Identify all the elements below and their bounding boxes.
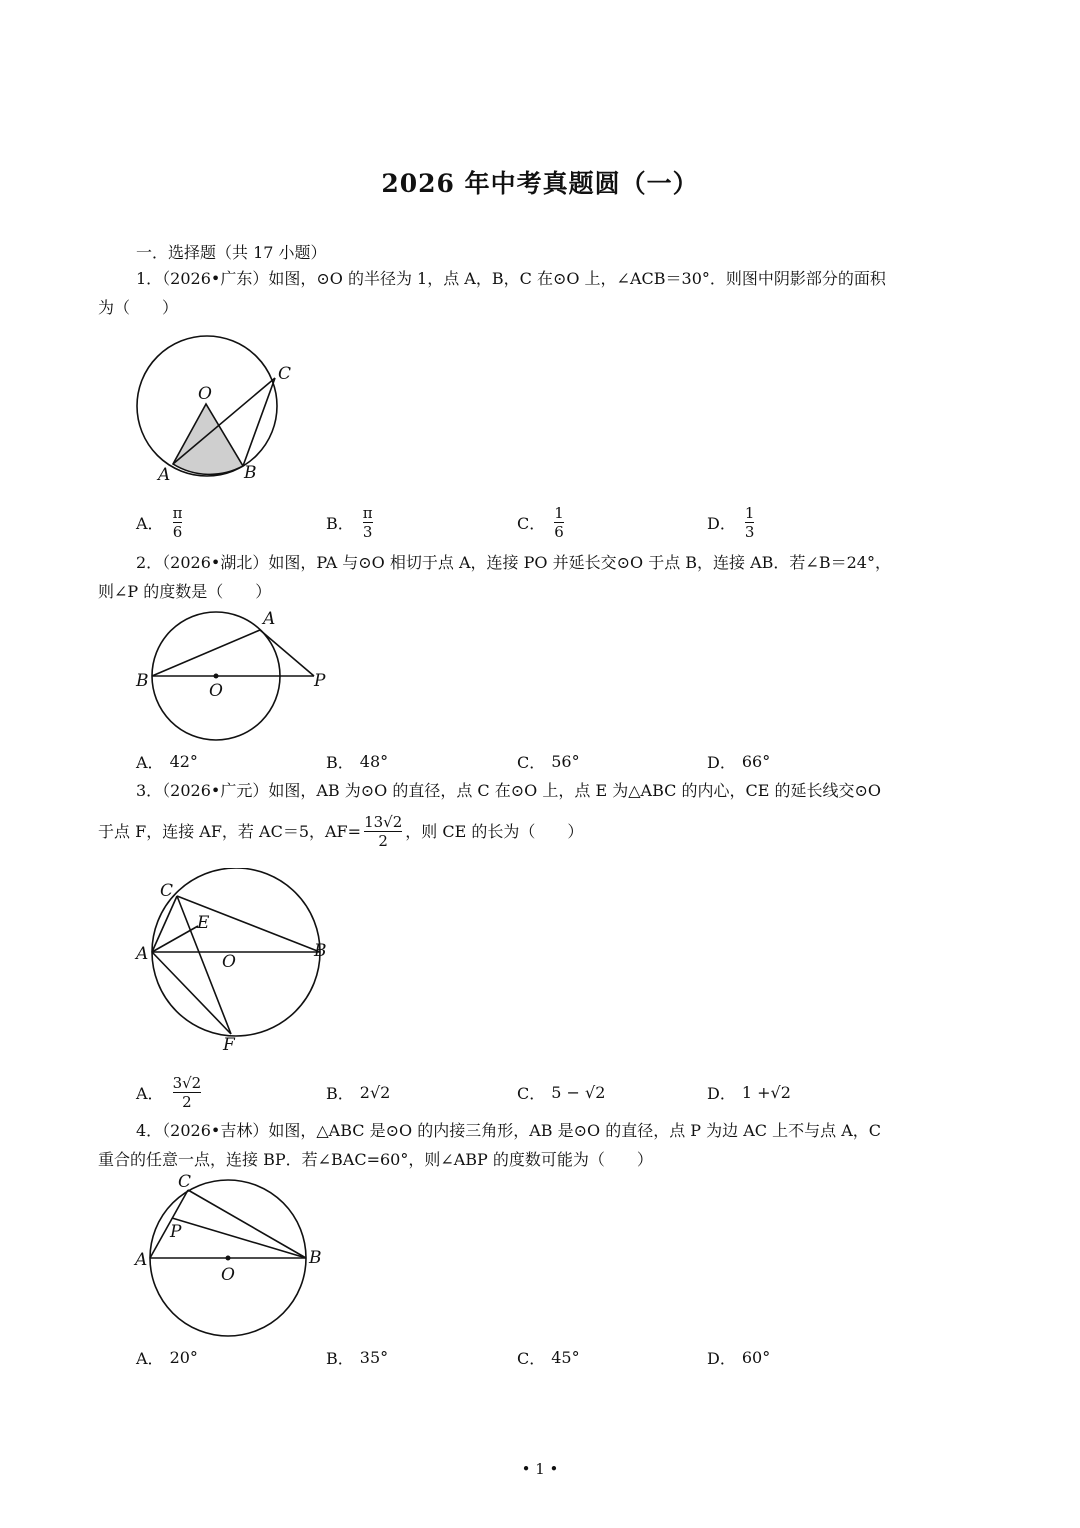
segment-cb	[188, 1190, 306, 1258]
option-label: C．	[517, 1348, 546, 1368]
option-d[interactable]	[707, 1068, 791, 1116]
question-2-options	[136, 746, 896, 776]
segment-ac	[150, 1190, 188, 1258]
question-3-text-line2	[98, 813, 988, 850]
question-4-options	[136, 1342, 896, 1372]
option-c[interactable]	[517, 746, 580, 776]
option-label: D．	[707, 1348, 736, 1368]
segment-pb	[172, 1218, 306, 1258]
option-a[interactable]	[136, 1068, 204, 1116]
label-o: O	[209, 681, 223, 701]
section-heading: 一．选择题（共 17 小题）	[136, 243, 327, 262]
option-b[interactable]	[326, 497, 376, 547]
option-b[interactable]	[326, 1342, 388, 1372]
label-p: P	[314, 671, 326, 691]
question-1	[98, 264, 988, 322]
label-o: O	[198, 384, 212, 404]
denominator: 3	[744, 522, 755, 541]
segment-ap	[260, 630, 314, 676]
question-1-options	[136, 497, 896, 547]
label-b: B	[314, 941, 327, 961]
question-2-figure	[130, 606, 340, 742]
option-value: 48°	[359, 751, 389, 771]
option-value: 56°	[551, 751, 580, 771]
numerator: π	[172, 503, 183, 522]
question-2-text-line2: 则∠P 的度数是（ ）	[98, 582, 272, 601]
numerator: 13√2	[364, 813, 403, 831]
fraction	[173, 504, 183, 541]
denominator: 2	[378, 832, 388, 850]
numerator: 1	[554, 503, 564, 522]
option-c[interactable]	[517, 1342, 580, 1372]
label-a: A	[158, 465, 171, 485]
option-label: C．	[517, 752, 546, 772]
option-value: 35°	[359, 1347, 389, 1367]
numerator: 3√2	[172, 1073, 202, 1092]
label-b: B	[136, 671, 149, 691]
label-a: A	[136, 944, 149, 964]
question-4-text-line1: 4．（2026•吉林）如图，△ABC 是⊙O 的内接三角形，AB 是⊙O 的直径，点 P 为边 AC 上不与点 A，C	[136, 1121, 881, 1140]
option-label: A．	[136, 752, 164, 772]
option-label: D．	[707, 513, 736, 533]
option-value: 2√2	[359, 1082, 391, 1102]
label-o: O	[222, 952, 236, 972]
option-label: A．	[136, 1083, 164, 1103]
page-title: 2026 年中考真题圆（一）	[381, 169, 699, 198]
option-label: B．	[326, 513, 354, 533]
af-fraction	[364, 813, 402, 850]
option-value: 20°	[169, 1347, 198, 1367]
segment-af	[152, 952, 231, 1034]
option-c[interactable]	[517, 1068, 605, 1116]
question-4	[98, 1116, 988, 1174]
option-d[interactable]	[707, 746, 770, 776]
label-e: E	[197, 913, 210, 933]
label-o: O	[221, 1265, 235, 1285]
option-d[interactable]	[707, 1342, 770, 1372]
question-4-figure	[130, 1170, 340, 1342]
option-b[interactable]	[326, 1068, 390, 1116]
label-b: B	[309, 1248, 322, 1268]
fraction	[173, 1074, 202, 1111]
segment-ab	[152, 630, 260, 676]
option-a[interactable]	[136, 746, 198, 776]
label-p: P	[170, 1222, 182, 1242]
numerator: π	[362, 503, 373, 522]
option-label: D．	[707, 1083, 736, 1103]
center-point	[226, 1256, 231, 1261]
center-point	[214, 674, 219, 679]
option-value: 42°	[169, 751, 198, 771]
question-3-options	[136, 1068, 896, 1116]
question-3-text-part-a: 于点 F，连接 AF，若 AC＝5，AF=	[98, 822, 362, 841]
label-a: A	[135, 1250, 148, 1270]
option-label: B．	[326, 752, 354, 772]
question-1-figure	[130, 328, 300, 488]
question-3-figure	[130, 868, 340, 1058]
option-c[interactable]	[517, 497, 567, 547]
option-value: 1 +√2	[741, 1082, 791, 1102]
question-2-text-line1: 2．（2026•湖北）如图，PA 与⊙O 相切于点 A，连接 PO 并延长交⊙O 于点 B，连接 AB．若∠B＝24°，	[136, 553, 891, 572]
page-number: • 1 •	[521, 1460, 559, 1478]
question-4-text-line2: 重合的任意一点，连接 BP．若∠BAC=60°，则∠ABP 的度数可能为（ ）	[98, 1150, 653, 1169]
option-label: B．	[326, 1083, 354, 1103]
label-b: B	[244, 463, 257, 483]
question-1-text-line1: 1．（2026•广东）如图，⊙O 的半径为 1，点 A，B，C 在⊙O 上，∠ACB＝30°．则图中阴影部分的面积	[136, 269, 886, 288]
question-2	[98, 548, 988, 606]
label-f: F	[223, 1035, 235, 1055]
option-label: B．	[326, 1348, 354, 1368]
option-value: 66°	[741, 751, 771, 771]
option-a[interactable]	[136, 1342, 198, 1372]
option-label: A．	[136, 1348, 164, 1368]
numerator: 1	[744, 503, 755, 522]
denominator: 6	[554, 522, 564, 541]
denominator: 2	[182, 1092, 192, 1111]
denominator: 3	[362, 522, 373, 541]
option-a[interactable]	[136, 497, 185, 547]
option-label: D．	[707, 752, 736, 772]
option-value: 60°	[741, 1347, 771, 1367]
question-1-text-line2: 为（ ）	[98, 298, 179, 317]
option-value: 45°	[551, 1347, 580, 1367]
question-3-text-line1: 3．（2026•广元）如图，AB 为⊙O 的直径，点 C 在⊙O 上，点 E 为△ABC 的内心，CE 的延长线交⊙O	[136, 781, 881, 800]
option-label: A．	[136, 513, 164, 533]
option-b[interactable]	[326, 746, 388, 776]
option-value: 5 − √2	[551, 1082, 606, 1102]
fraction	[363, 504, 373, 541]
question-3-text-part-b: ，则 CE 的长为（ ）	[405, 822, 584, 841]
question-3	[98, 776, 988, 850]
option-label: C．	[517, 1083, 546, 1103]
label-a: A	[263, 609, 276, 629]
label-c: C	[178, 1172, 192, 1192]
segment-ae	[152, 926, 198, 952]
label-c: C	[278, 364, 292, 384]
segment-ac	[152, 896, 177, 952]
label-c: C	[160, 881, 174, 901]
fraction	[554, 504, 564, 541]
option-d[interactable]	[707, 497, 757, 547]
fraction	[745, 504, 755, 541]
denominator: 6	[172, 522, 183, 541]
option-label: C．	[517, 513, 546, 533]
